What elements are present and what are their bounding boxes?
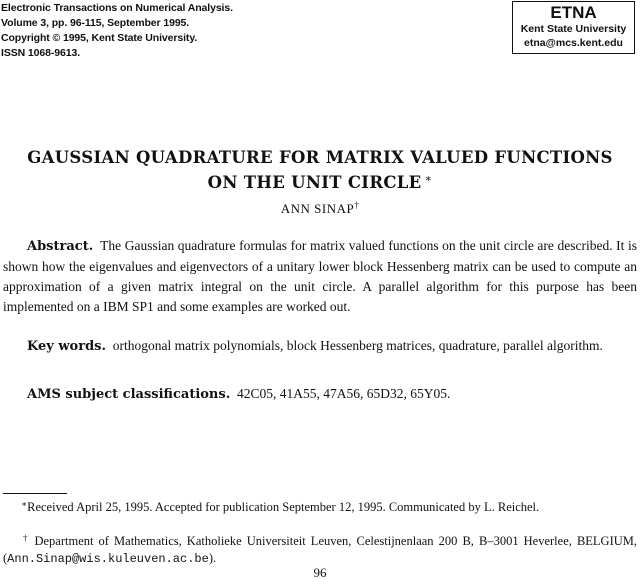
title-footnote-mark: ∗ <box>424 172 433 185</box>
abstract-text: The Gaussian quadrature formulas for matrix valued functions on the unit circle are described. It is shown how the eigenvalues and eigenvectors of a unitary lower block Hessenberg matrix can be used to compute an approximation of a given matrix integral on the unit circle. A parallel algorithm for this purpose has been implemented on a IBM SP1 and some examples are worked out. <box>3 238 637 314</box>
ams-label: AMS subject classifications. <box>27 387 231 402</box>
footnote-2-text: Department of Mathematics, Katholieke Universiteit Leuven, Celestijnenlaan 200 B, B–3001 Heverlee, BELGIUM, ( <box>3 534 638 565</box>
footnote-affiliation <box>3 530 637 568</box>
author <box>0 200 640 217</box>
footnote-2-close: ). <box>208 551 217 565</box>
page-number: 96 <box>313 565 327 580</box>
copyright: Copyright © 1995, Kent State University. <box>1 32 198 44</box>
ams-classifications <box>3 384 637 405</box>
footnote-1-mark: ∗ <box>21 499 28 509</box>
footnote-rule <box>3 493 67 494</box>
keywords <box>3 336 637 357</box>
issn: ISSN 1068-9613. <box>1 47 81 59</box>
paper-title <box>0 147 640 193</box>
keywords-label: Key words. <box>27 339 107 354</box>
author-footnote-mark: † <box>354 200 360 210</box>
footnote-1-text: Received April 25, 1995. Accepted for publication September 12, 1995. Communicated by L. Reichel. <box>27 500 540 514</box>
journal-name: Electronic Transactions on Numerical Analysis. <box>1 2 233 14</box>
abstract <box>3 236 637 317</box>
etna-email: etna@mcs.kent.edu <box>524 37 623 49</box>
etna-university: Kent State University <box>520 23 627 35</box>
etna-title: ETNA <box>550 3 597 22</box>
etna-box <box>512 1 635 54</box>
author-email[interactable]: Ann.Sinap@wis.kuleuven.ac.be <box>7 552 209 566</box>
title-line-2-text: ON THE UNIT CIRCLE <box>207 173 422 192</box>
keywords-text: orthogonal matrix polynomials, block Hessenberg matrices, quadrature, parallel algorithm. <box>112 338 603 353</box>
journal-header <box>1 1 233 61</box>
author-name: ANN SINAP <box>280 201 355 216</box>
ams-text: 42C05, 41A55, 47A56, 65D32, 65Y05. <box>236 386 451 401</box>
title-line-2 <box>0 168 640 193</box>
title-line-1: GAUSSIAN QUADRATURE FOR MATRIX VALUED FUNCTIONS <box>27 148 613 167</box>
abstract-label: Abstract. <box>27 239 94 254</box>
footnote-2-mark: † <box>21 533 30 543</box>
footnote-received <box>3 496 637 516</box>
volume-info: Volume 3, pp. 96-115, September 1995. <box>1 17 190 29</box>
